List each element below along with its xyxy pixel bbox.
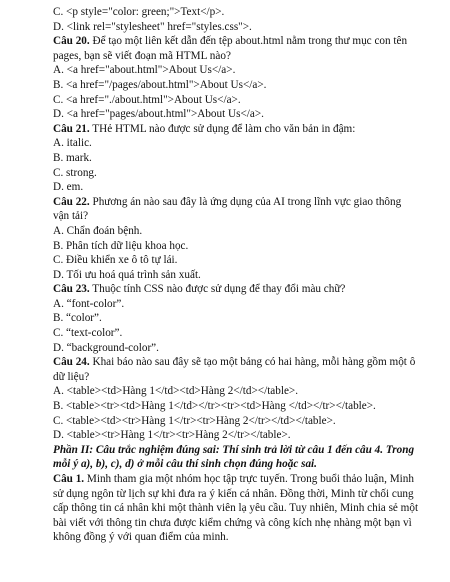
q24-option-a: A. <table><td>Hàng 1</td><td>Hàng 2</td></table>. <box>53 385 299 398</box>
q20-option-a: A. <a href="about.html">About Us</a>. <box>53 64 236 77</box>
question-21-text: THẻ HTML nào được sử dụng để làm cho văn bản in đậm: <box>89 122 356 135</box>
question-21 <box>53 122 420 137</box>
question-1-label: Câu 1. <box>53 473 85 485</box>
question-24-text: Khai báo nào sau đây sẽ tạo một bảng có hai hàng, mỗi hàng gồm một ô dữ liệu? <box>53 356 416 383</box>
q23-option-b: B. “color”. <box>53 312 102 325</box>
q21-option-c: C. strong. <box>53 166 97 179</box>
q22-option-d: D. Tối ưu hoá quá trình sản xuất. <box>53 268 201 281</box>
question-1-text: Minh tham gia một nhóm học tập trực tuyến. Trong buổi thảo luận, Minh sử dụng ngôn từ lịch sự khi đưa ra ý kiến cá nhân. Đồng thời, Minh từ chối cung cấp thông tin cá nhân khi một thành viên lạ yêu cầu. Tuy nhiên, Minh chia sẻ một bài viết với thông tin chưa được kiểm chứng và công kích nhẹ nhàng một bạn vì không đồng ý với quan điểm của minh. <box>53 473 419 544</box>
question-23-label: Câu 23. <box>53 283 90 296</box>
question-23 <box>53 282 420 297</box>
q20-option-c: C. <a href="./about.html">About Us</a>. <box>53 93 241 106</box>
q24-option-d: D. <table><tr>Hàng 1</tr><tr>Hàng 2</tr></table>. <box>53 429 291 442</box>
question-22-label: Câu 22. <box>53 195 90 208</box>
q24-option-b: B. <table><tr><td>Hàng 1</td></tr><tr><td>Hàng </td></tr></table>. <box>53 400 376 413</box>
question-23-text: Thuộc tính CSS nào được sử dụng để thay đổi màu chữ? <box>89 283 346 296</box>
q22-option-a: A. Chẩn đoán bệnh. <box>53 224 143 237</box>
question-24 <box>53 355 420 384</box>
question-1 <box>53 472 420 545</box>
question-24-label: Câu 24. <box>53 356 90 369</box>
part-2-heading: Phần II: Câu trắc nghiệm đúng sai: Thí sinh trả lời từ câu 1 đến câu 4. Trong mỗi ý a), b), c), d) ở mỗi câu thí sinh chọn đúng hoặc sai. <box>53 443 415 471</box>
option-c-prev: C. <p style="color: green;">Text</p>. <box>53 6 225 18</box>
q22-option-c: C. Điều khiển xe ô tô tự lái. <box>53 254 178 267</box>
option-d-prev: D. <link rel="stylesheet" href="styles.css">. <box>53 20 252 33</box>
q21-option-d: D. em. <box>53 181 84 194</box>
q23-option-a: A. “font-color”. <box>53 297 125 310</box>
q20-option-b: B. <a href="/pages/about.html">About Us</a>. <box>53 78 267 91</box>
q23-option-d: D. “background-color”. <box>53 341 159 354</box>
q24-option-c: C. <table><td><tr>Hàng 1</tr><tr>Hàng 2</tr></td></table>. <box>53 414 336 427</box>
question-20 <box>53 34 420 63</box>
q23-option-c: C. “text-color”. <box>53 327 123 340</box>
q20-option-d: D. <a href="pages/about.html">About Us</a>. <box>53 108 264 121</box>
q22-option-b: B. Phân tích dữ liệu khoa học. <box>53 239 189 252</box>
question-20-label: Câu 20. <box>53 35 90 48</box>
question-20-text: Để tạo một liên kết dẫn đến tệp about.html nằm trong thư mục con tên pages, bạn sẽ viết đoạn mã HTML nào? <box>53 35 408 62</box>
q21-option-a: A. italic. <box>53 137 92 150</box>
question-22-text: Phương án nào sau đây là ứng dụng của AI trong lĩnh vực giao thông vận tải? <box>53 195 402 223</box>
question-22 <box>53 195 420 224</box>
q21-option-b: B. mark. <box>53 151 92 164</box>
question-21-label: Câu 21. <box>53 122 90 135</box>
